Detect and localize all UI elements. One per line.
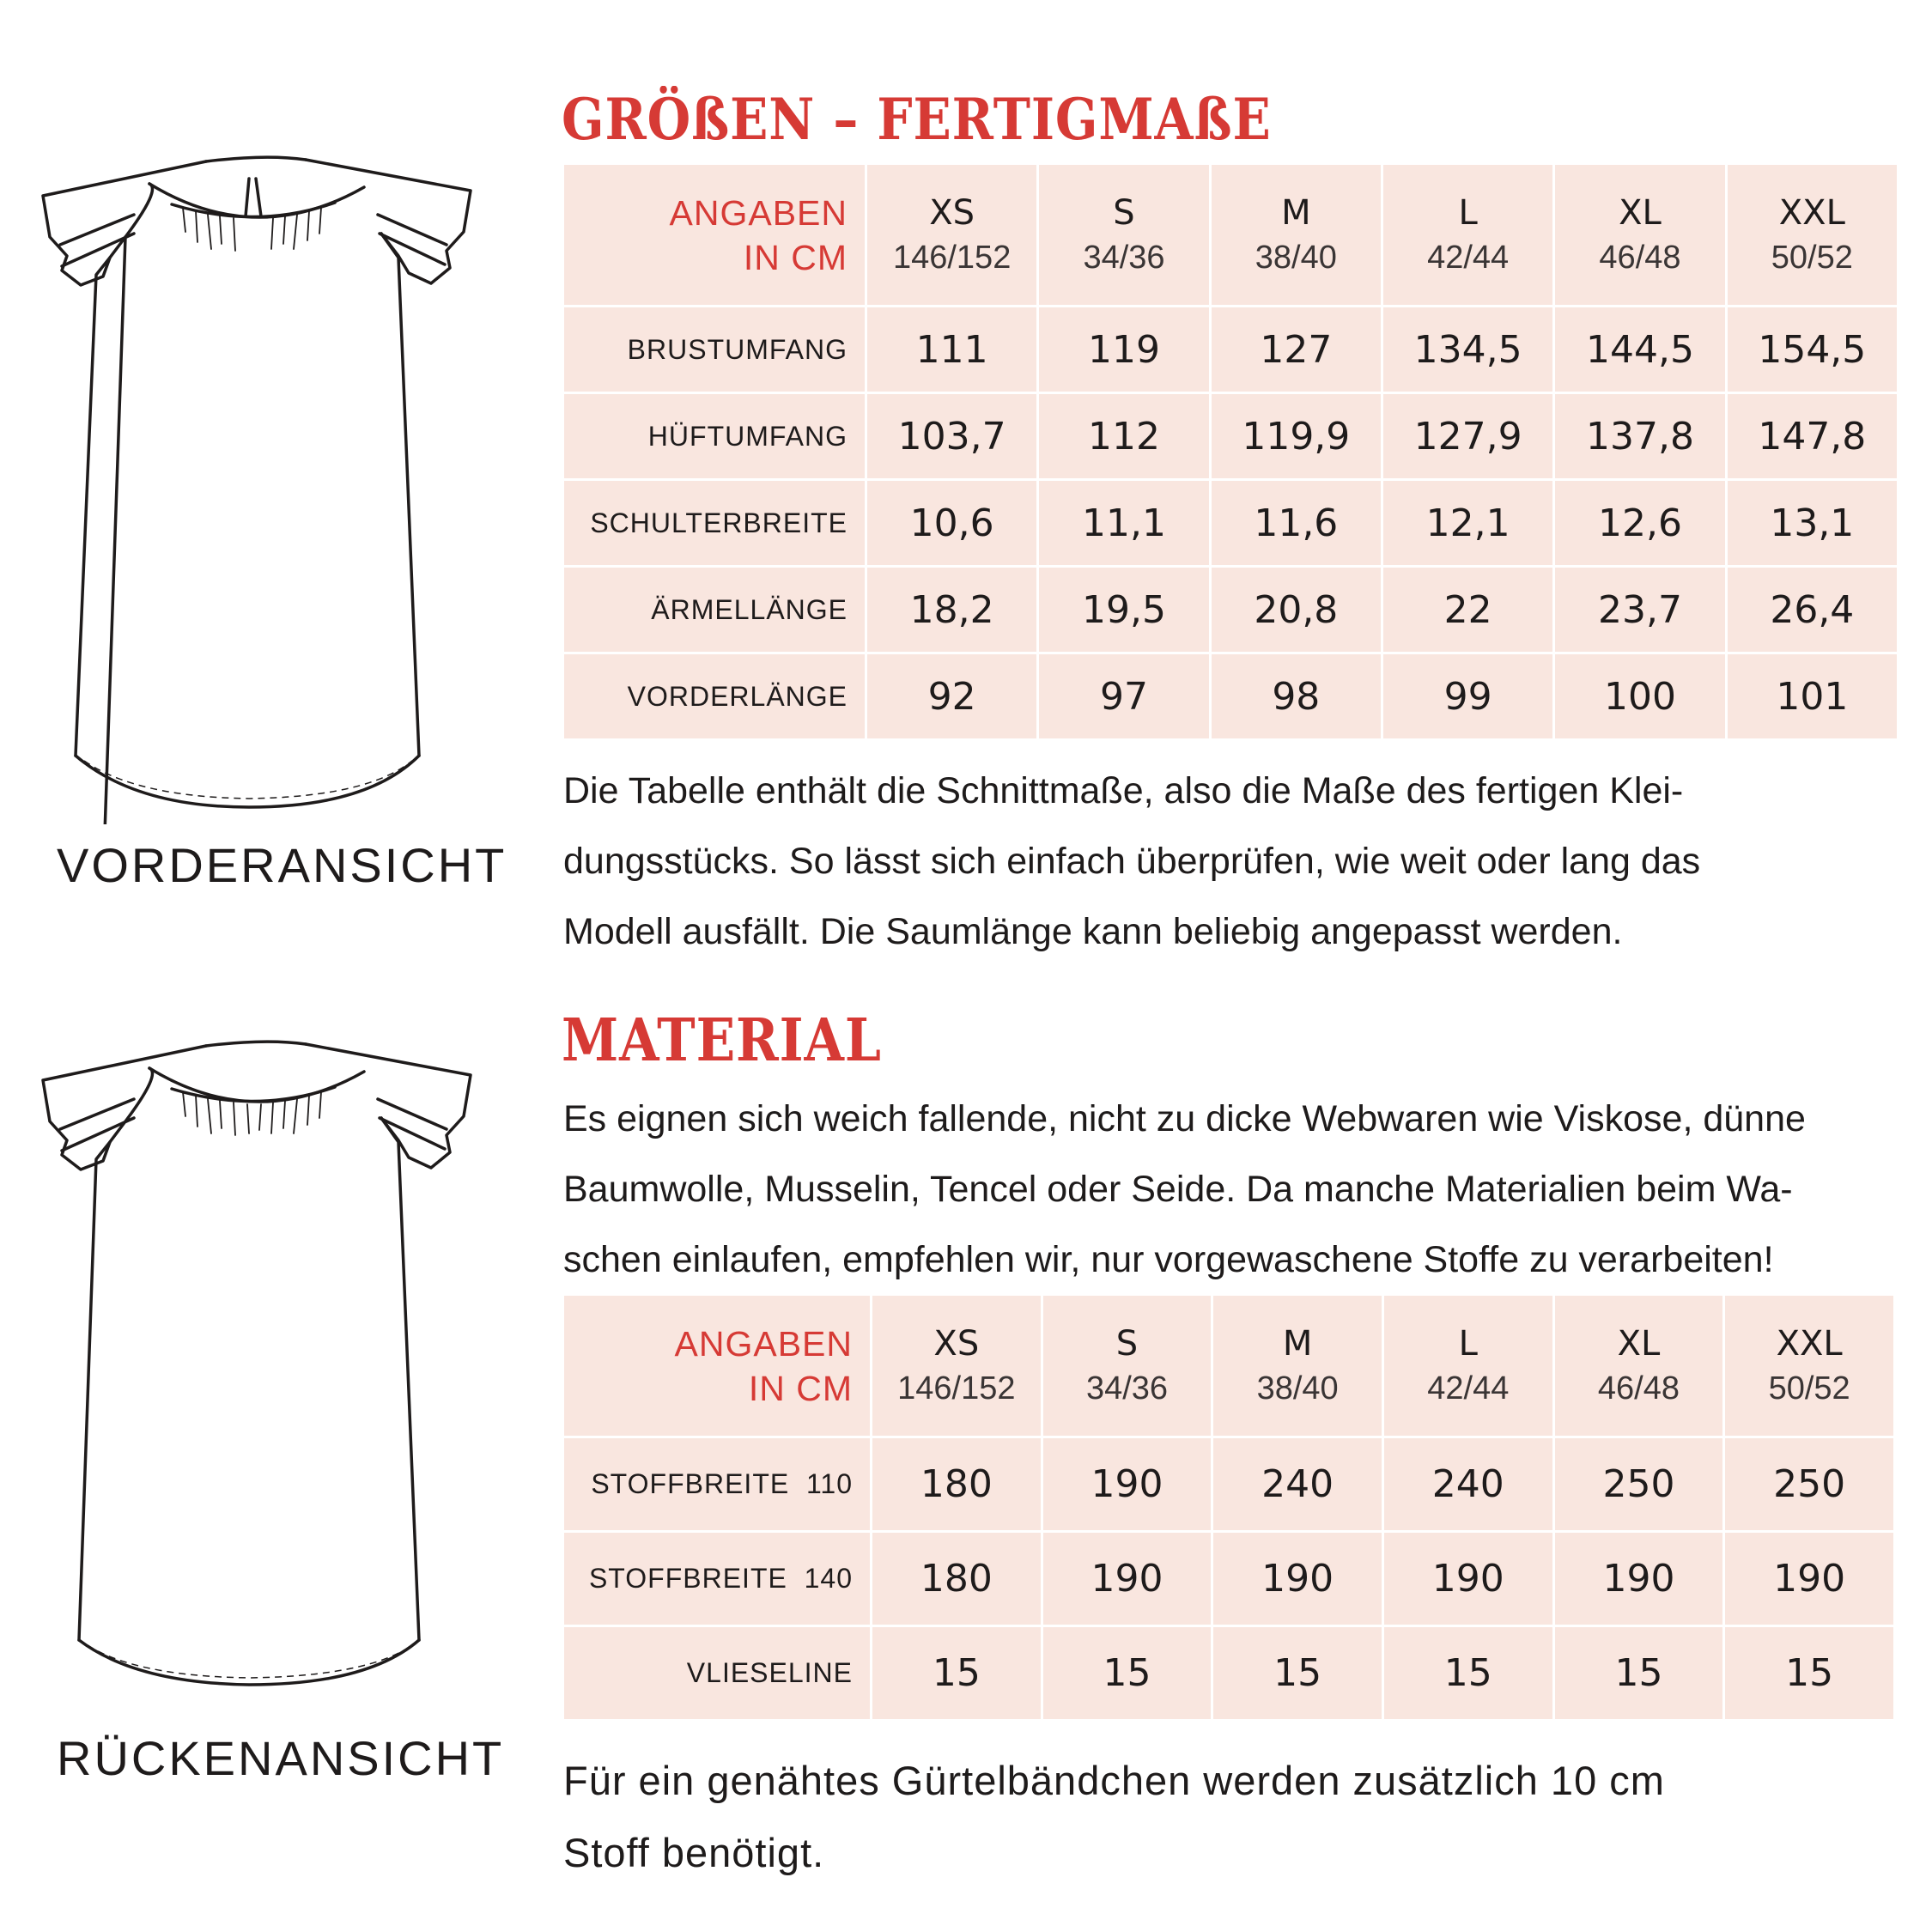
back-view-illustration [24,1039,488,1709]
table-cell: 190 [1042,1532,1212,1626]
table-cell: 26,4 [1726,567,1898,653]
table-cell: 112 [1038,393,1210,480]
row-label: VORDERLÄNGE [563,653,866,740]
table-cell: 137,8 [1554,393,1726,480]
table-cell: 250 [1724,1437,1895,1532]
table-cell: 12,6 [1554,480,1726,567]
sizes-description-line: Die Tabelle enthält die Schnittmaße, also die Maße des fertigen Klei- [563,770,1684,811]
table-row [563,307,1899,393]
table-cell: 18,2 [866,567,1038,653]
table-cell: 180 [872,1532,1042,1626]
size-column-xxl [1726,164,1898,307]
size-de: 46/48 [1599,239,1681,276]
size-column-xxl [1724,1295,1895,1437]
table-row [563,393,1899,480]
table-cell: 19,5 [1038,567,1210,653]
size-de: 50/52 [1768,1370,1850,1406]
belt-note [563,1745,1665,1889]
table-cell: 13,1 [1726,480,1898,567]
material-description-line: Es eignen sich weich fallende, nicht zu dicke Webwaren wie Viskose, dünne [563,1098,1806,1139]
row-label: ÄRMELLÄNGE [563,567,866,653]
table-cell: 98 [1210,653,1382,740]
size-de: 34/36 [1085,1370,1169,1406]
sizes-heading: GRÖßEN – FERTIGMAßE [562,86,1272,153]
table-row [563,1532,1895,1626]
back-view-caption: RÜCKENANSICHT [57,1731,505,1785]
table-cell: 111 [866,307,1038,393]
row-label: SCHULTERBREITE [563,480,866,567]
size-label: L [1458,192,1478,233]
size-column-xl [1553,1295,1724,1437]
table-cell: 11,1 [1038,480,1210,567]
table-cell: 127 [1210,307,1382,393]
gathers [183,208,321,251]
table-cell: 100 [1554,653,1726,740]
front-view-illustration [24,155,488,824]
size-column-s [1038,164,1210,307]
header-label-line-2: IN CM [743,237,848,277]
table-cell: 20,8 [1210,567,1382,653]
size-column-xs [866,164,1038,307]
material-table [562,1293,1896,1722]
table-cell: 97 [1038,653,1210,740]
table-cell: 11,6 [1210,480,1382,567]
size-label: S [1115,1323,1139,1364]
header-label-line-1: ANGABEN [674,1323,853,1364]
header-label-cell [563,164,866,307]
row-label: BRUSTUMFANG [563,307,866,393]
table-row [563,480,1899,567]
table-cell: 99 [1382,653,1553,740]
finished-measurements-table [562,162,1899,741]
dress-outline [43,1042,471,1685]
table-header-row [563,164,1899,307]
row-label: STOFFBREITE 110 [563,1437,872,1532]
table-cell: 190 [1553,1532,1724,1626]
table-row [563,653,1899,740]
size-label: XXL [1778,192,1845,233]
table-cell: 190 [1212,1532,1383,1626]
table-cell: 240 [1382,1437,1553,1532]
size-label: S [1113,192,1135,233]
table-cell: 180 [872,1437,1042,1532]
row-label: VLIESELINE [563,1626,872,1721]
table-row [563,567,1899,653]
size-label: L [1458,1323,1478,1364]
size-de: 146/152 [892,239,1012,276]
table-cell: 127,9 [1382,393,1553,480]
table-cell: 103,7 [866,393,1038,480]
size-label: XS [929,192,975,233]
hem-stitching [84,761,412,799]
table-cell: 10,6 [866,480,1038,567]
size-label: M [1282,1323,1313,1364]
table-cell: 250 [1553,1437,1724,1532]
size-de: 34/36 [1083,239,1165,276]
table-cell: 15 [1042,1626,1212,1721]
table-row [563,1437,1895,1532]
table-cell: 92 [866,653,1038,740]
size-label: XL [1617,1323,1661,1364]
size-de: 146/152 [897,1370,1016,1406]
size-de: 46/48 [1597,1370,1680,1406]
table-cell: 101 [1726,653,1898,740]
table-cell: 22 [1382,567,1553,653]
material-description [563,1084,1806,1295]
size-column-l [1382,164,1553,307]
table-cell: 240 [1212,1437,1383,1532]
size-column-s [1042,1295,1212,1437]
table-row [563,1626,1895,1721]
table-cell: 144,5 [1554,307,1726,393]
gathers [183,1092,321,1135]
size-column-xs [872,1295,1042,1437]
table-cell: 119,9 [1210,393,1382,480]
sizes-description [563,756,1700,967]
header-label-line-1: ANGABEN [669,192,848,233]
table-cell: 147,8 [1726,393,1898,480]
header-label-cell [563,1295,872,1437]
size-column-xl [1554,164,1726,307]
dress-outline [43,157,471,824]
belt-note-line: Stoff benötigt. [563,1830,825,1875]
table-cell: 15 [1724,1626,1895,1721]
table-header-row [563,1295,1895,1437]
material-heading: MATERIAL [562,1006,882,1075]
size-de: 42/44 [1427,239,1510,276]
size-de: 38/40 [1256,1370,1339,1406]
row-label: STOFFBREITE 140 [563,1532,872,1626]
size-de: 42/44 [1427,1370,1510,1406]
table-cell: 190 [1382,1532,1553,1626]
table-cell: 15 [1553,1626,1724,1721]
sizes-description-line: dungsstücks. So lässt sich einfach überprüfen, wie weit oder lang das [563,841,1701,882]
belt-note-line: Für ein genähtes Gürtelbändchen werden zusätzlich 10 cm [563,1758,1665,1803]
hem-stitching [88,1645,412,1678]
table-cell: 134,5 [1382,307,1553,393]
sizes-description-line: Modell ausfällt. Die Saumlänge kann beliebig angepasst werden. [563,911,1623,952]
table-cell: 12,1 [1382,480,1553,567]
size-label: XS [933,1323,980,1364]
table-cell: 119 [1038,307,1210,393]
table-cell: 190 [1042,1437,1212,1532]
table-cell: 190 [1724,1532,1895,1626]
material-description-line: Baumwolle, Musselin, Tencel oder Seide. Da manche Materialien beim Wa- [563,1169,1793,1210]
size-column-l [1382,1295,1553,1437]
size-label: XXL [1776,1323,1843,1364]
table-cell: 23,7 [1554,567,1726,653]
header-label-line-2: IN CM [748,1368,853,1408]
size-column-m [1212,1295,1383,1437]
material-description-line: schen einlaufen, empfehlen wir, nur vorgewaschene Stoffe zu verarbeiten! [563,1239,1774,1280]
table-cell: 154,5 [1726,307,1898,393]
front-view-caption: VORDERANSICHT [57,838,507,892]
table-cell: 15 [1382,1626,1553,1721]
table-cell: 15 [1212,1626,1383,1721]
size-label: XL [1619,192,1662,233]
size-de: 38/40 [1255,239,1337,276]
size-column-m [1210,164,1382,307]
table-cell: 15 [872,1626,1042,1721]
size-label: M [1281,192,1311,233]
row-label: HÜFTUMFANG [563,393,866,480]
size-de: 50/52 [1771,239,1853,276]
